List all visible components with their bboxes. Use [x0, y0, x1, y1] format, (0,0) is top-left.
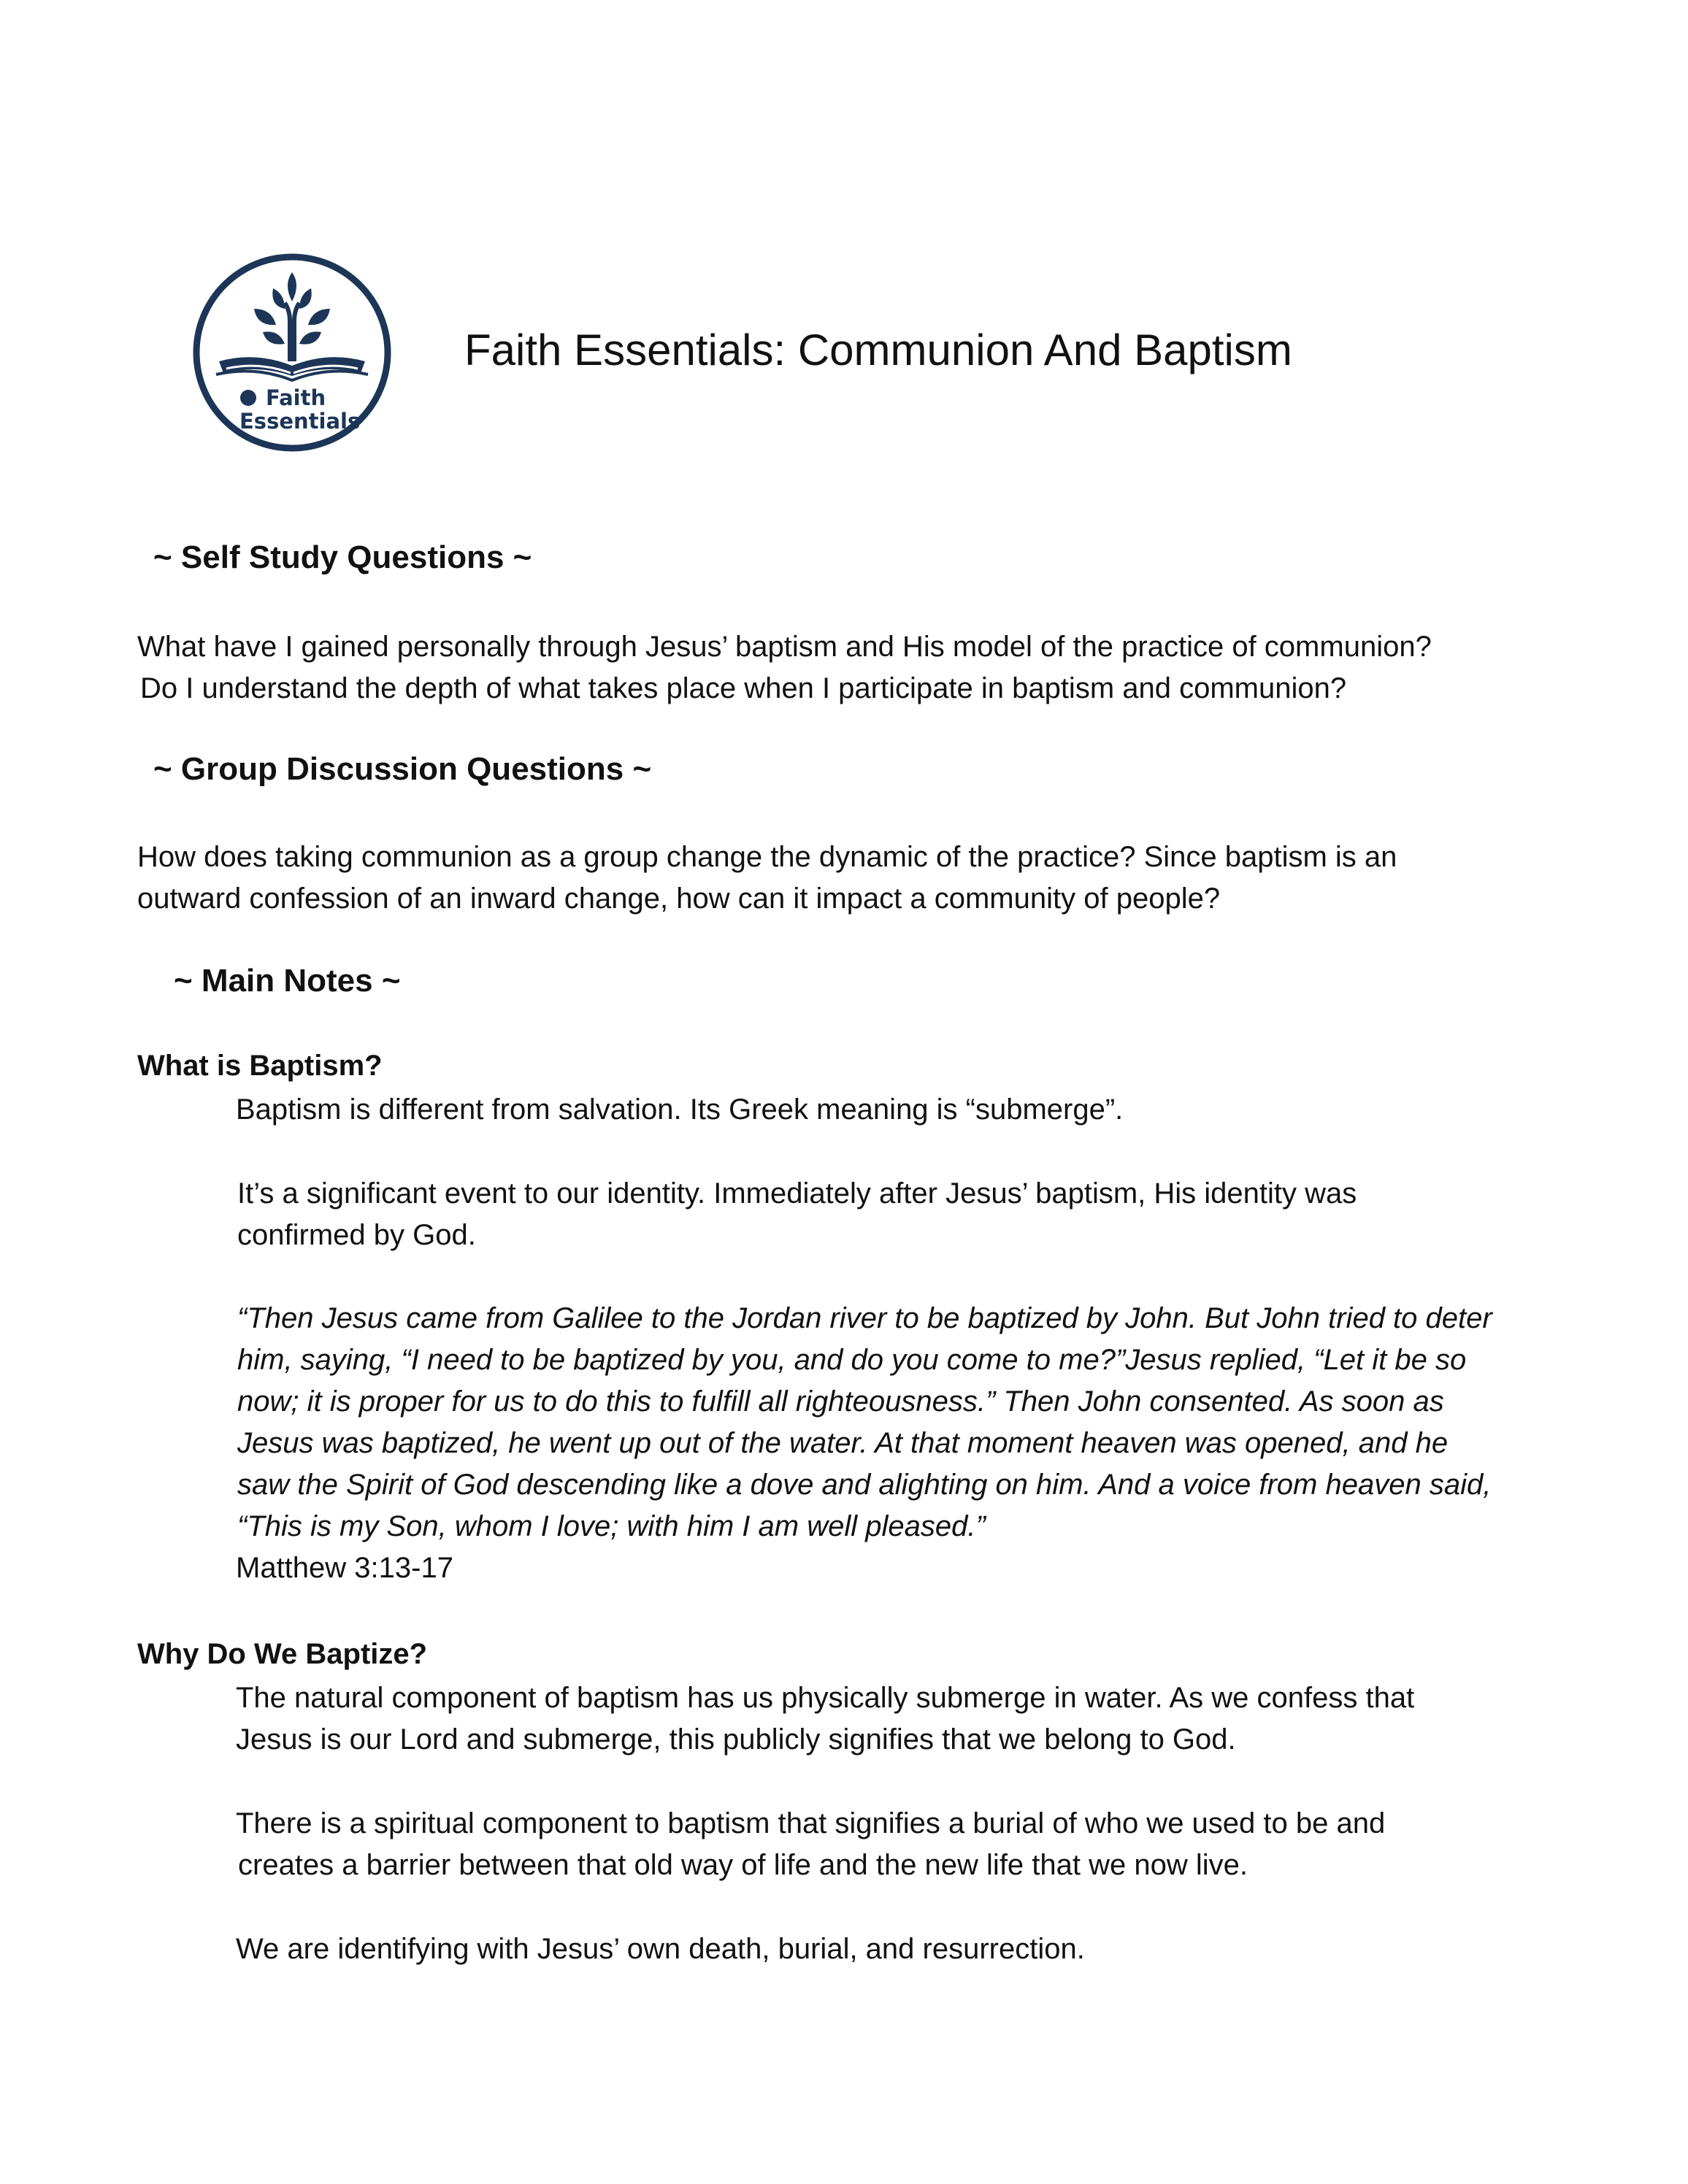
self-study-questions — [137, 626, 1432, 710]
paragraph-line: confirmed by God. — [237, 1219, 476, 1251]
scripture-reference — [236, 1547, 453, 1589]
quote-line: Jesus was baptized, he went up out of the water. At that moment heaven was opened, and he — [237, 1427, 1449, 1459]
self-study-question: Do I understand the depth of what takes place when I participate in baptism and communion? — [140, 672, 1347, 704]
paragraph-line: It’s a significant event to our identity. Immediately after Jesus’ baptism, His identity was — [237, 1177, 1357, 1210]
why-baptize-p3 — [236, 1929, 1085, 1970]
what-is-baptism-p2 — [237, 1173, 1357, 1256]
quote-line: him, saying, “I need to be baptized by you, and do you come to me?”Jesus replied, “Let it be so — [237, 1344, 1467, 1376]
logo-text-faith: Faith — [266, 385, 326, 410]
group-discussion-questions — [137, 837, 1397, 920]
quote-line: now; it is proper for us to do this to fulfill all righteousness.” Then John consented. As soon as — [237, 1385, 1444, 1418]
scripture-quote — [237, 1298, 1492, 1547]
quote-line: “Then Jesus came from Galilee to the Jordan river to be baptized by John. But John tried to deter — [237, 1302, 1492, 1334]
quote-line: saw the Spirit of God descending like a dove and alighting on him. And a voice from heaven said, — [237, 1469, 1492, 1501]
self-study-heading: ~ Self Study Questions ~ — [153, 539, 532, 575]
group-discussion-line: How does taking communion as a group change the dynamic of the practice? Since baptism is an — [137, 841, 1397, 873]
self-study-question: What have I gained personally through Jesus’ baptism and His model of the practice of communion? — [137, 631, 1432, 663]
faith-essentials-logo-icon — [191, 252, 393, 453]
paragraph-line: The natural component of baptism has us physically submerge in water. As we confess that — [236, 1682, 1415, 1714]
logo-text-essentials: Essentials — [239, 409, 361, 434]
what-is-baptism-heading: What is Baptism? — [137, 1050, 383, 1082]
paragraph-line: We are identifying with Jesus’ own death, burial, and resurrection. — [236, 1933, 1085, 1965]
why-baptize-heading: Why Do We Baptize? — [137, 1638, 428, 1670]
main-notes-heading: ~ Main Notes ~ — [174, 963, 401, 999]
page-title: Faith Essentials: Communion And Baptism — [464, 326, 1292, 374]
group-discussion-heading: ~ Group Discussion Questions ~ — [153, 751, 652, 787]
group-discussion-line: outward confession of an inward change, how can it impact a community of people? — [137, 883, 1221, 915]
paragraph-line: Jesus is our Lord and submerge, this publicly signifies that we belong to God. — [236, 1723, 1236, 1756]
paragraph-line: Baptism is different from salvation. Its Greek meaning is “submerge”. — [236, 1093, 1124, 1126]
why-baptize-p1 — [236, 1677, 1414, 1761]
why-baptize-p2 — [236, 1803, 1385, 1886]
paragraph-line: There is a spiritual component to baptism that signifies a burial of who we used to be and — [236, 1807, 1386, 1839]
quote-line: “This is my Son, whom I love; with him I am well pleased.” — [237, 1510, 986, 1542]
reference-line: Matthew 3:13-17 — [236, 1552, 453, 1584]
paragraph-line: creates a barrier between that old way of life and the new life that we now live. — [238, 1849, 1248, 1881]
what-is-baptism-p1 — [236, 1089, 1123, 1131]
